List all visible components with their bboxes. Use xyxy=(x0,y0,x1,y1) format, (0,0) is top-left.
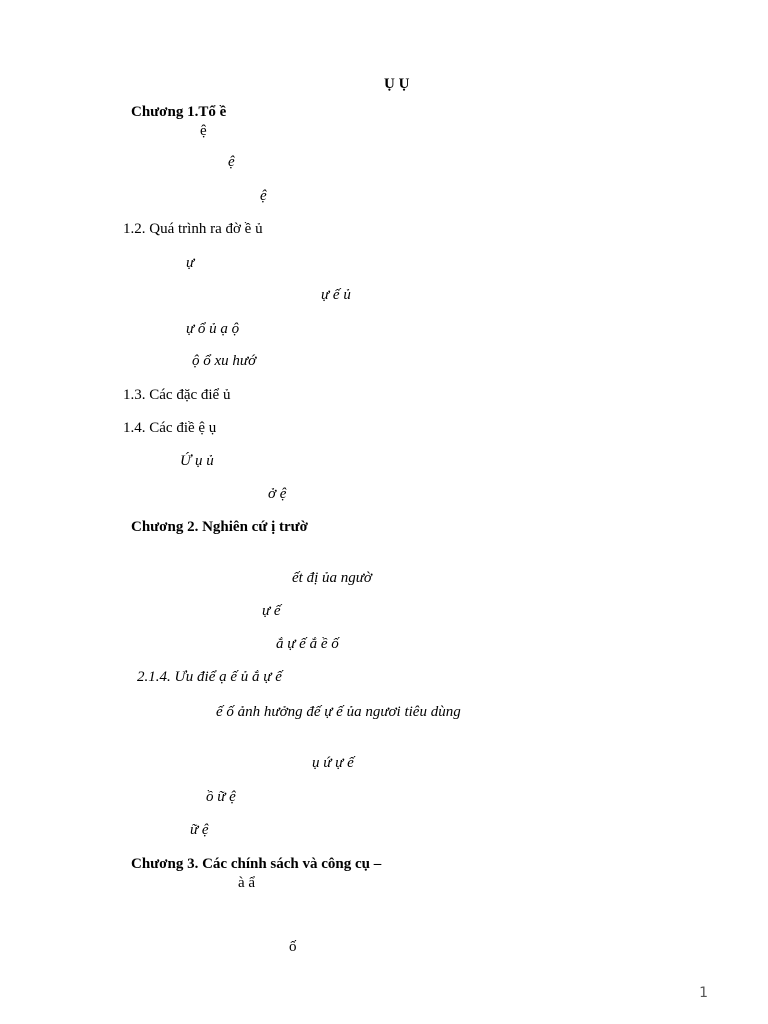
toc-chapter-2: Chương 2. Nghiên cứ ị trườ xyxy=(131,519,308,535)
toc-chapter-3-subtitle: à ẩ xyxy=(238,875,256,891)
toc-line: ự ổ ủ ạ ộ xyxy=(186,321,240,337)
toc-section-2-1-4: 2.1.4. Ưu điể ạ ế ủ ắ ự ế xyxy=(137,669,282,685)
toc-line: ồ ữ ệ xyxy=(206,789,236,805)
toc-line: Ứ ụ ủ xyxy=(180,453,214,469)
toc-line: ự xyxy=(186,255,195,271)
toc-chapter-1-subtitle: ệ xyxy=(200,123,207,139)
toc-chapter-3: Chương 3. Các chính sách và công cụ – xyxy=(131,856,382,872)
toc-line: ự ế ủ xyxy=(321,287,351,303)
toc-section-1-2: 1.2. Quá trình ra đờ ề ủ xyxy=(123,221,263,237)
toc-line: ố xyxy=(289,939,297,955)
toc-line: ở ệ xyxy=(268,486,287,502)
toc-line: ệ xyxy=(260,188,267,204)
toc-line: ắ ự ế ắ ề ố xyxy=(276,636,339,652)
toc-line: ữ ệ xyxy=(190,822,209,838)
toc-section-1-3: 1.3. Các đặc điể ủ xyxy=(123,387,231,403)
toc-section-1-4: 1.4. Các điề ệ ụ xyxy=(123,420,217,436)
toc-line: ệ xyxy=(228,154,235,170)
toc-title: Ụ Ụ xyxy=(384,76,410,92)
toc-line: ộ ổ xu hướ xyxy=(192,353,257,369)
toc-line: ự ế xyxy=(262,603,281,619)
toc-chapter-1: Chương 1.Tổ ề xyxy=(131,104,227,120)
page-number: 1 xyxy=(699,985,708,1001)
toc-line: ụ ứ ự ế xyxy=(312,755,354,771)
toc-line: ế ố ảnh hưởng đế ự ế ủa ngươi tiêu dùng xyxy=(216,704,461,720)
toc-line: ết đị ủa ngườ xyxy=(292,570,372,586)
